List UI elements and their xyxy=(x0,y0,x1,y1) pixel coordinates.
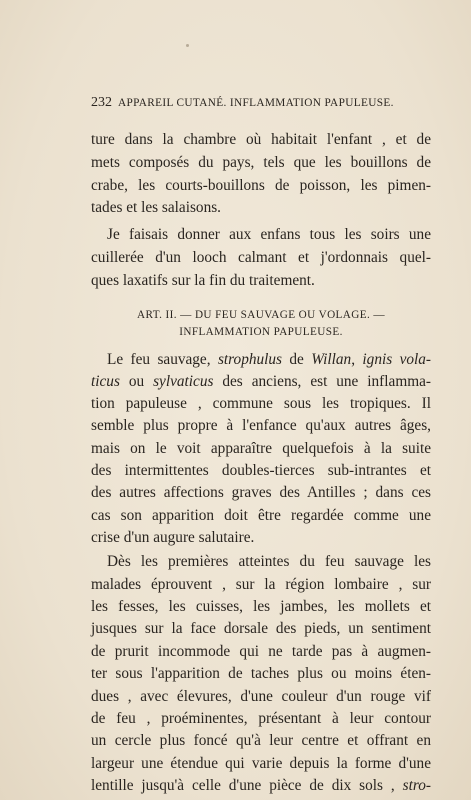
text-line: de prurit incommode qui ne tarde pas à augmen- xyxy=(91,642,431,660)
text-line: ques laxatifs sur la fin du traitement. xyxy=(91,271,315,289)
italic-term: stro- xyxy=(402,777,431,795)
text-line: ture dans la chambre où habitait l'enfant , et de xyxy=(91,131,431,148)
paragraph-3 xyxy=(91,349,431,550)
italic-term: ignis vola- xyxy=(362,350,431,368)
text-line: de feu , proéminentes, présentant à leur contour xyxy=(91,709,431,727)
section-heading-line-1: ART. II. — DU FEU SAUVAGE OU VOLAGE. — xyxy=(137,308,385,321)
text-run: , xyxy=(351,350,363,368)
text-run: ou xyxy=(119,372,154,390)
text-run: Le feu sauvage, xyxy=(107,350,218,368)
text-run: des anciens, est une inflamma- xyxy=(213,372,431,390)
text-line: jusques sur la face dorsale des pieds, un sentiment xyxy=(91,620,431,638)
text-line: largeur une étendue qui varie depuis la forme d'une xyxy=(91,754,431,772)
text-line: malades éprouvent , sur la région lombaire , sur xyxy=(91,575,431,593)
paragraph-4 xyxy=(91,551,431,797)
italic-name: Willan xyxy=(311,350,352,368)
text-line: Je faisais donner aux enfans tous les soirs une xyxy=(107,226,431,244)
page-number: 232 xyxy=(91,95,112,110)
text-line: un cercle plus foncé qu'à leur centre et offrant en xyxy=(91,732,431,750)
running-head-title: APPAREIL CUTANÉ. INFLAMMATION PAPULEUSE. xyxy=(118,97,394,109)
text-line: tades et les salaisons. xyxy=(91,199,221,217)
italic-term: sylvaticus xyxy=(153,372,214,390)
text-line: les fesses, les cuisses, les jambes, les mollets et xyxy=(91,598,431,616)
text-line xyxy=(91,371,431,393)
text-run: de xyxy=(282,350,312,368)
text-line: mets composés du pays, tels que les bouillons de xyxy=(91,153,431,171)
text-line xyxy=(91,775,431,797)
text-line: ter sous l'apparition de taches plus ou moins éten- xyxy=(91,665,431,683)
section-heading-line-2: INFLAMMATION PAPULEUSE. xyxy=(179,325,343,338)
text-line: cuillerée d'un looch calmant et j'ordonnais quel- xyxy=(91,248,431,266)
text-line: cas son apparition doit être regardée comme une xyxy=(91,506,431,524)
paragraph-2 xyxy=(91,224,431,292)
italic-term: strophulus xyxy=(217,350,282,368)
text-line: mais on le voit apparaître quelquefois à la suite xyxy=(91,439,431,457)
paragraph-1 xyxy=(91,129,431,220)
text-line xyxy=(91,349,431,371)
text-line: semble plus propre à l'enfance qu'aux autres âges, xyxy=(91,417,431,435)
text-line: dues , avec élevures, d'une couleur d'un rouge vif xyxy=(91,687,431,705)
text-line: crise d'un augure salutaire. xyxy=(91,528,255,546)
text-line: Dès les premières atteintes du feu sauvage les xyxy=(107,553,431,571)
text-run: lentille jusqu'à celle d'une pièce de dix sols , xyxy=(91,777,403,795)
text-line: des autres affections graves des Antilles ; dans ces xyxy=(91,484,431,502)
italic-term: ticus xyxy=(91,372,120,390)
running-head xyxy=(91,95,431,117)
text-line: tion papuleuse , commune sous les tropiques. Il xyxy=(91,395,431,413)
text-line: des intermittentes doubles-tierces sub-intrantes et xyxy=(91,462,431,480)
section-heading xyxy=(91,307,431,341)
text-line: crabe, les courts-bouillons de poisson, les pimen- xyxy=(91,176,431,194)
page-speck xyxy=(186,44,189,47)
text-block xyxy=(91,95,431,798)
